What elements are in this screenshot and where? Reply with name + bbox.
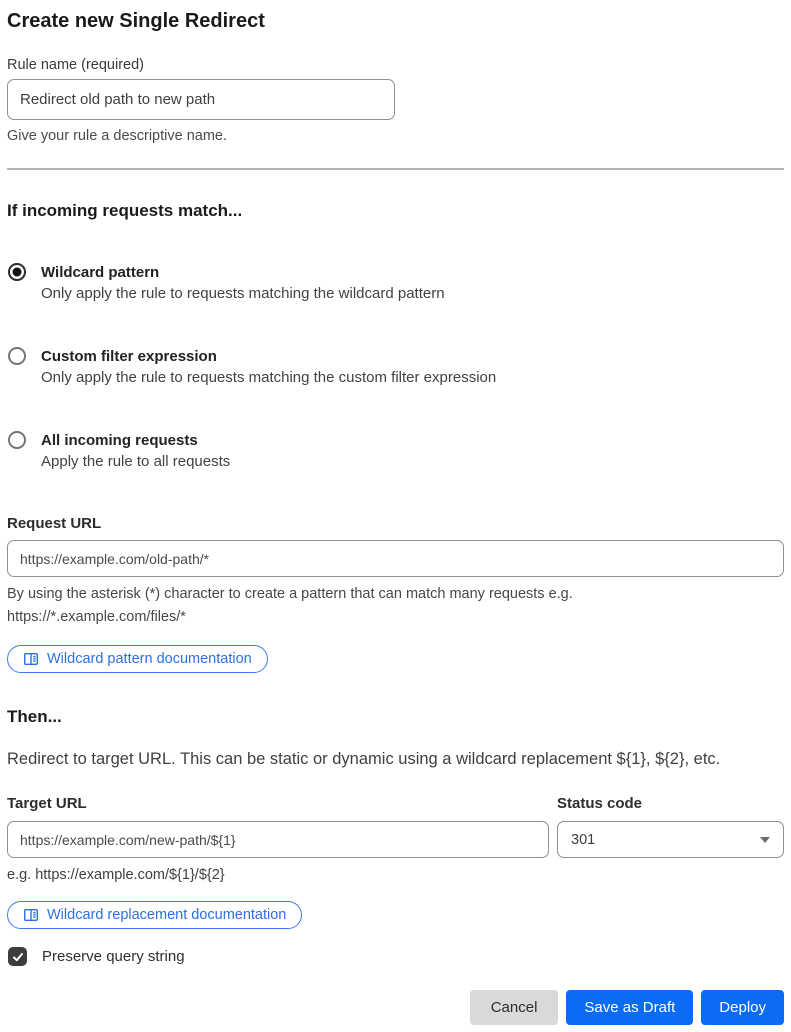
book-icon <box>23 651 39 667</box>
request-url-label: Request URL <box>7 515 102 532</box>
radio-label[interactable]: All incoming requests <box>41 432 198 449</box>
doc-button-label: Wildcard replacement documentation <box>47 907 287 923</box>
radio-icon-unselected[interactable] <box>8 347 26 365</box>
checkbox-checked[interactable] <box>8 947 27 966</box>
then-section-description: Redirect to target URL. This can be static or dynamic using a wildcard replacement ${1}, ${2}, etc. <box>7 750 721 768</box>
wildcard-pattern-docs-button[interactable] <box>7 645 268 673</box>
status-code-select[interactable] <box>557 821 784 858</box>
section-divider <box>7 168 784 170</box>
radio-icon-selected[interactable] <box>8 263 26 281</box>
status-code-selected-value: 301 <box>571 831 596 848</box>
deploy-button[interactable]: Deploy <box>701 990 784 1025</box>
radio-option-all-incoming-requests[interactable] <box>7 430 784 473</box>
request-url-help-line1: By using the asterisk (*) character to create a pattern that can match many requests e.g. <box>7 586 573 602</box>
save-as-draft-button[interactable]: Save as Draft <box>566 990 693 1025</box>
page-title: Create new Single Redirect <box>7 10 265 32</box>
target-url-input[interactable] <box>7 821 549 858</box>
target-url-help: e.g. https://example.com/${1}/${2} <box>7 867 225 883</box>
rule-name-label: Rule name (required) <box>7 57 145 73</box>
preserve-query-string-label[interactable]: Preserve query string <box>42 948 185 965</box>
match-type-radio-group <box>7 262 784 473</box>
check-icon <box>12 951 24 963</box>
radio-description: Only apply the rule to requests matching the custom filter expression <box>41 369 497 386</box>
rule-name-input[interactable] <box>7 79 395 120</box>
wildcard-replacement-docs-button[interactable] <box>7 901 302 929</box>
target-and-status-row <box>7 794 784 858</box>
request-url-help <box>7 583 784 629</box>
radio-option-custom-filter-expression[interactable] <box>7 346 784 389</box>
radio-label[interactable]: Custom filter expression <box>41 348 217 365</box>
status-code-label: Status code <box>557 795 643 812</box>
footer-actions <box>7 990 784 1025</box>
preserve-query-string-option[interactable] <box>7 947 784 966</box>
match-section-heading: If incoming requests match... <box>7 201 243 220</box>
book-icon <box>23 907 39 923</box>
then-section-heading: Then... <box>7 707 62 726</box>
radio-description: Apply the rule to all requests <box>41 453 231 470</box>
request-url-help-line2: https://*.example.com/files/* <box>7 609 186 625</box>
doc-button-label: Wildcard pattern documentation <box>47 651 252 667</box>
chevron-down-icon <box>760 837 770 843</box>
request-url-input[interactable] <box>7 540 784 577</box>
radio-label[interactable]: Wildcard pattern <box>41 264 160 281</box>
cancel-button[interactable]: Cancel <box>470 990 559 1025</box>
radio-option-wildcard-pattern[interactable] <box>7 262 784 305</box>
radio-icon-unselected[interactable] <box>8 431 26 449</box>
rule-name-help: Give your rule a descriptive name. <box>7 128 228 144</box>
radio-description: Only apply the rule to requests matching the wildcard pattern <box>41 285 445 302</box>
target-url-label: Target URL <box>7 795 87 812</box>
